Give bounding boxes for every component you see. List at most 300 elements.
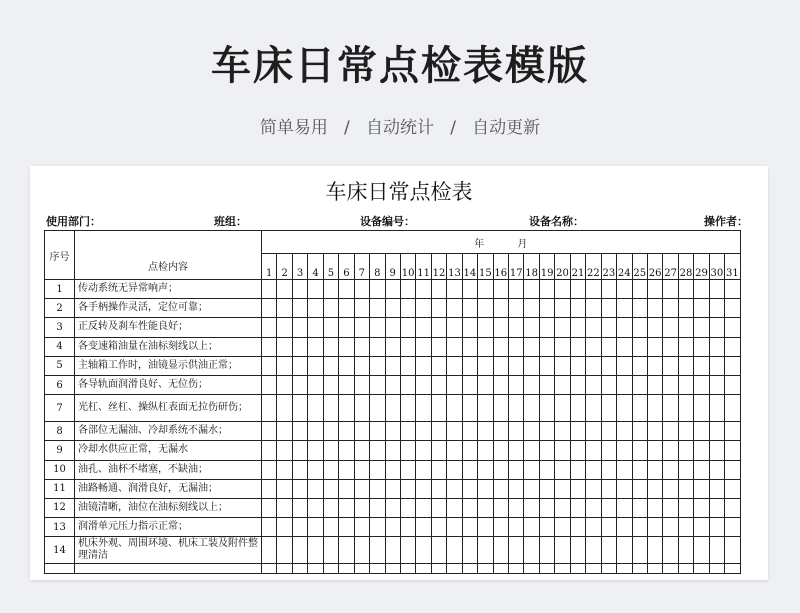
check-cell[interactable] — [509, 356, 524, 375]
check-cell[interactable] — [509, 479, 524, 498]
check-cell[interactable] — [478, 518, 493, 537]
check-cell[interactable] — [694, 518, 709, 537]
check-cell[interactable] — [354, 564, 369, 574]
check-cell[interactable] — [617, 564, 632, 574]
check-cell[interactable] — [277, 422, 292, 441]
check-cell[interactable] — [400, 460, 415, 479]
check-cell[interactable] — [416, 498, 431, 517]
check-cell[interactable] — [323, 318, 338, 337]
check-cell[interactable] — [709, 318, 724, 337]
check-cell[interactable] — [647, 337, 662, 356]
check-cell[interactable] — [555, 299, 570, 318]
check-cell[interactable] — [462, 299, 477, 318]
check-cell[interactable] — [262, 337, 277, 356]
check-cell[interactable] — [509, 395, 524, 422]
check-cell[interactable] — [678, 280, 693, 299]
check-cell[interactable] — [725, 299, 740, 318]
check-cell[interactable] — [725, 564, 740, 574]
check-cell[interactable] — [323, 422, 338, 441]
check-cell[interactable] — [308, 518, 323, 537]
check-cell[interactable] — [601, 460, 616, 479]
check-cell[interactable] — [694, 422, 709, 441]
check-cell[interactable] — [632, 337, 647, 356]
check-cell[interactable] — [509, 518, 524, 537]
check-cell[interactable] — [663, 518, 678, 537]
check-cell[interactable] — [370, 441, 385, 460]
check-cell[interactable] — [725, 375, 740, 394]
check-cell[interactable] — [478, 395, 493, 422]
check-cell[interactable] — [663, 460, 678, 479]
check-cell[interactable] — [431, 318, 446, 337]
check-cell[interactable] — [632, 356, 647, 375]
check-cell[interactable] — [385, 518, 400, 537]
check-cell[interactable] — [617, 375, 632, 394]
check-cell[interactable] — [493, 337, 508, 356]
check-cell[interactable] — [478, 498, 493, 517]
check-cell[interactable] — [323, 375, 338, 394]
check-cell[interactable] — [431, 460, 446, 479]
check-cell[interactable] — [617, 537, 632, 564]
check-cell[interactable] — [725, 356, 740, 375]
check-cell[interactable] — [601, 356, 616, 375]
check-cell[interactable] — [663, 318, 678, 337]
check-cell[interactable] — [678, 375, 693, 394]
check-cell[interactable] — [400, 299, 415, 318]
check-cell[interactable] — [277, 395, 292, 422]
check-cell[interactable] — [555, 460, 570, 479]
check-cell[interactable] — [647, 518, 662, 537]
check-cell[interactable] — [416, 299, 431, 318]
check-cell[interactable] — [416, 395, 431, 422]
check-cell[interactable] — [586, 564, 601, 574]
check-cell[interactable] — [678, 518, 693, 537]
check-cell[interactable] — [262, 537, 277, 564]
check-cell[interactable] — [308, 299, 323, 318]
check-cell[interactable] — [277, 337, 292, 356]
check-cell[interactable] — [323, 337, 338, 356]
check-cell[interactable] — [354, 375, 369, 394]
check-cell[interactable] — [524, 537, 539, 564]
check-cell[interactable] — [431, 537, 446, 564]
check-cell[interactable] — [292, 564, 307, 574]
check-cell[interactable] — [354, 356, 369, 375]
check-cell[interactable] — [601, 395, 616, 422]
check-cell[interactable] — [493, 564, 508, 574]
check-cell[interactable] — [539, 318, 554, 337]
check-cell[interactable] — [447, 460, 462, 479]
check-cell[interactable] — [725, 280, 740, 299]
check-cell[interactable] — [462, 564, 477, 574]
check-cell[interactable] — [663, 479, 678, 498]
check-cell[interactable] — [524, 518, 539, 537]
check-cell[interactable] — [478, 479, 493, 498]
check-cell[interactable] — [725, 318, 740, 337]
check-cell[interactable] — [370, 479, 385, 498]
check-cell[interactable] — [509, 441, 524, 460]
check-cell[interactable] — [354, 441, 369, 460]
check-cell[interactable] — [601, 337, 616, 356]
check-cell[interactable] — [354, 518, 369, 537]
check-cell[interactable] — [400, 537, 415, 564]
check-cell[interactable] — [570, 395, 585, 422]
check-cell[interactable] — [354, 337, 369, 356]
check-cell[interactable] — [647, 479, 662, 498]
check-cell[interactable] — [308, 337, 323, 356]
check-cell[interactable] — [370, 395, 385, 422]
check-cell[interactable] — [308, 422, 323, 441]
check-cell[interactable] — [478, 375, 493, 394]
check-cell[interactable] — [462, 395, 477, 422]
check-cell[interactable] — [632, 518, 647, 537]
check-cell[interactable] — [617, 299, 632, 318]
check-cell[interactable] — [709, 337, 724, 356]
check-cell[interactable] — [647, 564, 662, 574]
check-cell[interactable] — [385, 280, 400, 299]
check-cell[interactable] — [647, 441, 662, 460]
check-cell[interactable] — [709, 518, 724, 537]
check-cell[interactable] — [694, 356, 709, 375]
check-cell[interactable] — [617, 280, 632, 299]
check-cell[interactable] — [663, 337, 678, 356]
check-cell[interactable] — [478, 280, 493, 299]
check-cell[interactable] — [292, 479, 307, 498]
check-cell[interactable] — [524, 441, 539, 460]
check-cell[interactable] — [323, 460, 338, 479]
check-cell[interactable] — [354, 537, 369, 564]
check-cell[interactable] — [262, 564, 277, 574]
check-cell[interactable] — [370, 280, 385, 299]
check-cell[interactable] — [570, 537, 585, 564]
check-cell[interactable] — [354, 498, 369, 517]
check-cell[interactable] — [555, 318, 570, 337]
check-cell[interactable] — [678, 460, 693, 479]
check-cell[interactable] — [416, 441, 431, 460]
check-cell[interactable] — [308, 395, 323, 422]
check-cell[interactable] — [555, 498, 570, 517]
check-cell[interactable] — [462, 318, 477, 337]
check-cell[interactable] — [493, 460, 508, 479]
check-cell[interactable] — [663, 280, 678, 299]
check-cell[interactable] — [617, 422, 632, 441]
check-cell[interactable] — [725, 460, 740, 479]
check-cell[interactable] — [370, 564, 385, 574]
check-cell[interactable] — [447, 356, 462, 375]
check-cell[interactable] — [416, 280, 431, 299]
check-cell[interactable] — [400, 337, 415, 356]
check-cell[interactable] — [632, 441, 647, 460]
check-cell[interactable] — [647, 318, 662, 337]
check-cell[interactable] — [292, 356, 307, 375]
check-cell[interactable] — [339, 375, 354, 394]
check-cell[interactable] — [601, 422, 616, 441]
check-cell[interactable] — [385, 460, 400, 479]
check-cell[interactable] — [323, 479, 338, 498]
check-cell[interactable] — [400, 441, 415, 460]
check-cell[interactable] — [277, 280, 292, 299]
check-cell[interactable] — [555, 537, 570, 564]
check-cell[interactable] — [632, 498, 647, 517]
check-cell[interactable] — [586, 375, 601, 394]
check-cell[interactable] — [524, 564, 539, 574]
check-cell[interactable] — [277, 460, 292, 479]
check-cell[interactable] — [539, 395, 554, 422]
check-cell[interactable] — [694, 337, 709, 356]
check-cell[interactable] — [493, 518, 508, 537]
check-cell[interactable] — [617, 356, 632, 375]
check-cell[interactable] — [462, 422, 477, 441]
check-cell[interactable] — [555, 356, 570, 375]
check-cell[interactable] — [339, 441, 354, 460]
check-cell[interactable] — [339, 395, 354, 422]
check-cell[interactable] — [570, 299, 585, 318]
check-cell[interactable] — [570, 460, 585, 479]
check-cell[interactable] — [555, 375, 570, 394]
check-cell[interactable] — [262, 395, 277, 422]
check-cell[interactable] — [385, 441, 400, 460]
check-cell[interactable] — [663, 564, 678, 574]
check-cell[interactable] — [539, 299, 554, 318]
check-cell[interactable] — [400, 356, 415, 375]
check-cell[interactable] — [509, 318, 524, 337]
check-cell[interactable] — [632, 564, 647, 574]
check-cell[interactable] — [555, 280, 570, 299]
check-cell[interactable] — [385, 395, 400, 422]
check-cell[interactable] — [663, 375, 678, 394]
check-cell[interactable] — [678, 479, 693, 498]
check-cell[interactable] — [400, 395, 415, 422]
check-cell[interactable] — [617, 498, 632, 517]
check-cell[interactable] — [725, 441, 740, 460]
check-cell[interactable] — [493, 537, 508, 564]
check-cell[interactable] — [509, 422, 524, 441]
check-cell[interactable] — [539, 479, 554, 498]
check-cell[interactable] — [400, 564, 415, 574]
check-cell[interactable] — [586, 337, 601, 356]
check-cell[interactable] — [647, 375, 662, 394]
check-cell[interactable] — [632, 280, 647, 299]
check-cell[interactable] — [339, 460, 354, 479]
check-cell[interactable] — [601, 441, 616, 460]
check-cell[interactable] — [632, 395, 647, 422]
check-cell[interactable] — [308, 375, 323, 394]
check-cell[interactable] — [277, 318, 292, 337]
check-cell[interactable] — [678, 299, 693, 318]
check-cell[interactable] — [323, 441, 338, 460]
check-cell[interactable] — [262, 356, 277, 375]
check-cell[interactable] — [478, 460, 493, 479]
check-cell[interactable] — [370, 422, 385, 441]
check-cell[interactable] — [509, 375, 524, 394]
check-cell[interactable] — [308, 537, 323, 564]
check-cell[interactable] — [416, 518, 431, 537]
check-cell[interactable] — [694, 564, 709, 574]
check-cell[interactable] — [277, 299, 292, 318]
check-cell[interactable] — [678, 318, 693, 337]
check-cell[interactable] — [586, 422, 601, 441]
check-cell[interactable] — [586, 460, 601, 479]
check-cell[interactable] — [370, 518, 385, 537]
check-cell[interactable] — [431, 337, 446, 356]
check-cell[interactable] — [292, 280, 307, 299]
check-cell[interactable] — [647, 356, 662, 375]
check-cell[interactable] — [431, 479, 446, 498]
check-cell[interactable] — [385, 299, 400, 318]
check-cell[interactable] — [555, 395, 570, 422]
check-cell[interactable] — [493, 318, 508, 337]
check-cell[interactable] — [493, 299, 508, 318]
check-cell[interactable] — [385, 318, 400, 337]
check-cell[interactable] — [262, 280, 277, 299]
check-cell[interactable] — [601, 299, 616, 318]
check-cell[interactable] — [524, 318, 539, 337]
check-cell[interactable] — [725, 337, 740, 356]
check-cell[interactable] — [262, 375, 277, 394]
check-cell[interactable] — [462, 280, 477, 299]
check-cell[interactable] — [663, 422, 678, 441]
check-cell[interactable] — [632, 318, 647, 337]
check-cell[interactable] — [555, 422, 570, 441]
check-cell[interactable] — [601, 479, 616, 498]
check-cell[interactable] — [277, 441, 292, 460]
check-cell[interactable] — [277, 479, 292, 498]
check-cell[interactable] — [725, 422, 740, 441]
check-cell[interactable] — [431, 375, 446, 394]
check-cell[interactable] — [586, 318, 601, 337]
check-cell[interactable] — [385, 498, 400, 517]
check-cell[interactable] — [308, 460, 323, 479]
check-cell[interactable] — [339, 280, 354, 299]
check-cell[interactable] — [601, 318, 616, 337]
check-cell[interactable] — [447, 422, 462, 441]
check-cell[interactable] — [447, 441, 462, 460]
check-cell[interactable] — [678, 395, 693, 422]
check-cell[interactable] — [632, 460, 647, 479]
check-cell[interactable] — [725, 518, 740, 537]
check-cell[interactable] — [447, 318, 462, 337]
check-cell[interactable] — [570, 318, 585, 337]
check-cell[interactable] — [663, 441, 678, 460]
check-cell[interactable] — [416, 337, 431, 356]
check-cell[interactable] — [678, 441, 693, 460]
check-cell[interactable] — [292, 518, 307, 537]
check-cell[interactable] — [385, 537, 400, 564]
check-cell[interactable] — [539, 441, 554, 460]
check-cell[interactable] — [539, 460, 554, 479]
check-cell[interactable] — [678, 337, 693, 356]
check-cell[interactable] — [431, 356, 446, 375]
check-cell[interactable] — [539, 564, 554, 574]
check-cell[interactable] — [601, 375, 616, 394]
check-cell[interactable] — [570, 337, 585, 356]
check-cell[interactable] — [555, 564, 570, 574]
check-cell[interactable] — [262, 441, 277, 460]
check-cell[interactable] — [292, 441, 307, 460]
check-cell[interactable] — [323, 564, 338, 574]
check-cell[interactable] — [555, 479, 570, 498]
check-cell[interactable] — [539, 337, 554, 356]
check-cell[interactable] — [555, 337, 570, 356]
check-cell[interactable] — [678, 422, 693, 441]
check-cell[interactable] — [447, 564, 462, 574]
check-cell[interactable] — [385, 479, 400, 498]
check-cell[interactable] — [524, 375, 539, 394]
check-cell[interactable] — [725, 395, 740, 422]
check-cell[interactable] — [524, 280, 539, 299]
check-cell[interactable] — [617, 479, 632, 498]
check-cell[interactable] — [262, 318, 277, 337]
check-cell[interactable] — [493, 375, 508, 394]
check-cell[interactable] — [632, 479, 647, 498]
check-cell[interactable] — [647, 280, 662, 299]
check-cell[interactable] — [416, 318, 431, 337]
check-cell[interactable] — [462, 518, 477, 537]
check-cell[interactable] — [354, 280, 369, 299]
check-cell[interactable] — [416, 375, 431, 394]
check-cell[interactable] — [647, 537, 662, 564]
check-cell[interactable] — [586, 395, 601, 422]
check-cell[interactable] — [370, 318, 385, 337]
check-cell[interactable] — [725, 498, 740, 517]
check-cell[interactable] — [694, 375, 709, 394]
check-cell[interactable] — [586, 498, 601, 517]
check-cell[interactable] — [447, 479, 462, 498]
check-cell[interactable] — [447, 337, 462, 356]
check-cell[interactable] — [694, 280, 709, 299]
check-cell[interactable] — [339, 518, 354, 537]
check-cell[interactable] — [277, 498, 292, 517]
check-cell[interactable] — [447, 518, 462, 537]
check-cell[interactable] — [308, 498, 323, 517]
check-cell[interactable] — [632, 299, 647, 318]
check-cell[interactable] — [354, 479, 369, 498]
check-cell[interactable] — [617, 441, 632, 460]
check-cell[interactable] — [586, 299, 601, 318]
check-cell[interactable] — [586, 537, 601, 564]
check-cell[interactable] — [370, 537, 385, 564]
check-cell[interactable] — [339, 537, 354, 564]
check-cell[interactable] — [339, 498, 354, 517]
check-cell[interactable] — [478, 564, 493, 574]
check-cell[interactable] — [678, 498, 693, 517]
check-cell[interactable] — [323, 518, 338, 537]
check-cell[interactable] — [370, 460, 385, 479]
check-cell[interactable] — [493, 479, 508, 498]
check-cell[interactable] — [617, 395, 632, 422]
check-cell[interactable] — [694, 318, 709, 337]
check-cell[interactable] — [570, 422, 585, 441]
check-cell[interactable] — [292, 337, 307, 356]
check-cell[interactable] — [262, 479, 277, 498]
check-cell[interactable] — [647, 498, 662, 517]
check-cell[interactable] — [447, 299, 462, 318]
check-cell[interactable] — [509, 564, 524, 574]
check-cell[interactable] — [524, 498, 539, 517]
check-cell[interactable] — [509, 460, 524, 479]
check-cell[interactable] — [431, 422, 446, 441]
check-cell[interactable] — [678, 537, 693, 564]
check-cell[interactable] — [663, 498, 678, 517]
check-cell[interactable] — [385, 564, 400, 574]
check-cell[interactable] — [709, 356, 724, 375]
check-cell[interactable] — [431, 498, 446, 517]
check-cell[interactable] — [524, 460, 539, 479]
check-cell[interactable] — [709, 299, 724, 318]
check-cell[interactable] — [462, 375, 477, 394]
check-cell[interactable] — [509, 537, 524, 564]
check-cell[interactable] — [694, 537, 709, 564]
check-cell[interactable] — [694, 479, 709, 498]
check-cell[interactable] — [462, 537, 477, 564]
